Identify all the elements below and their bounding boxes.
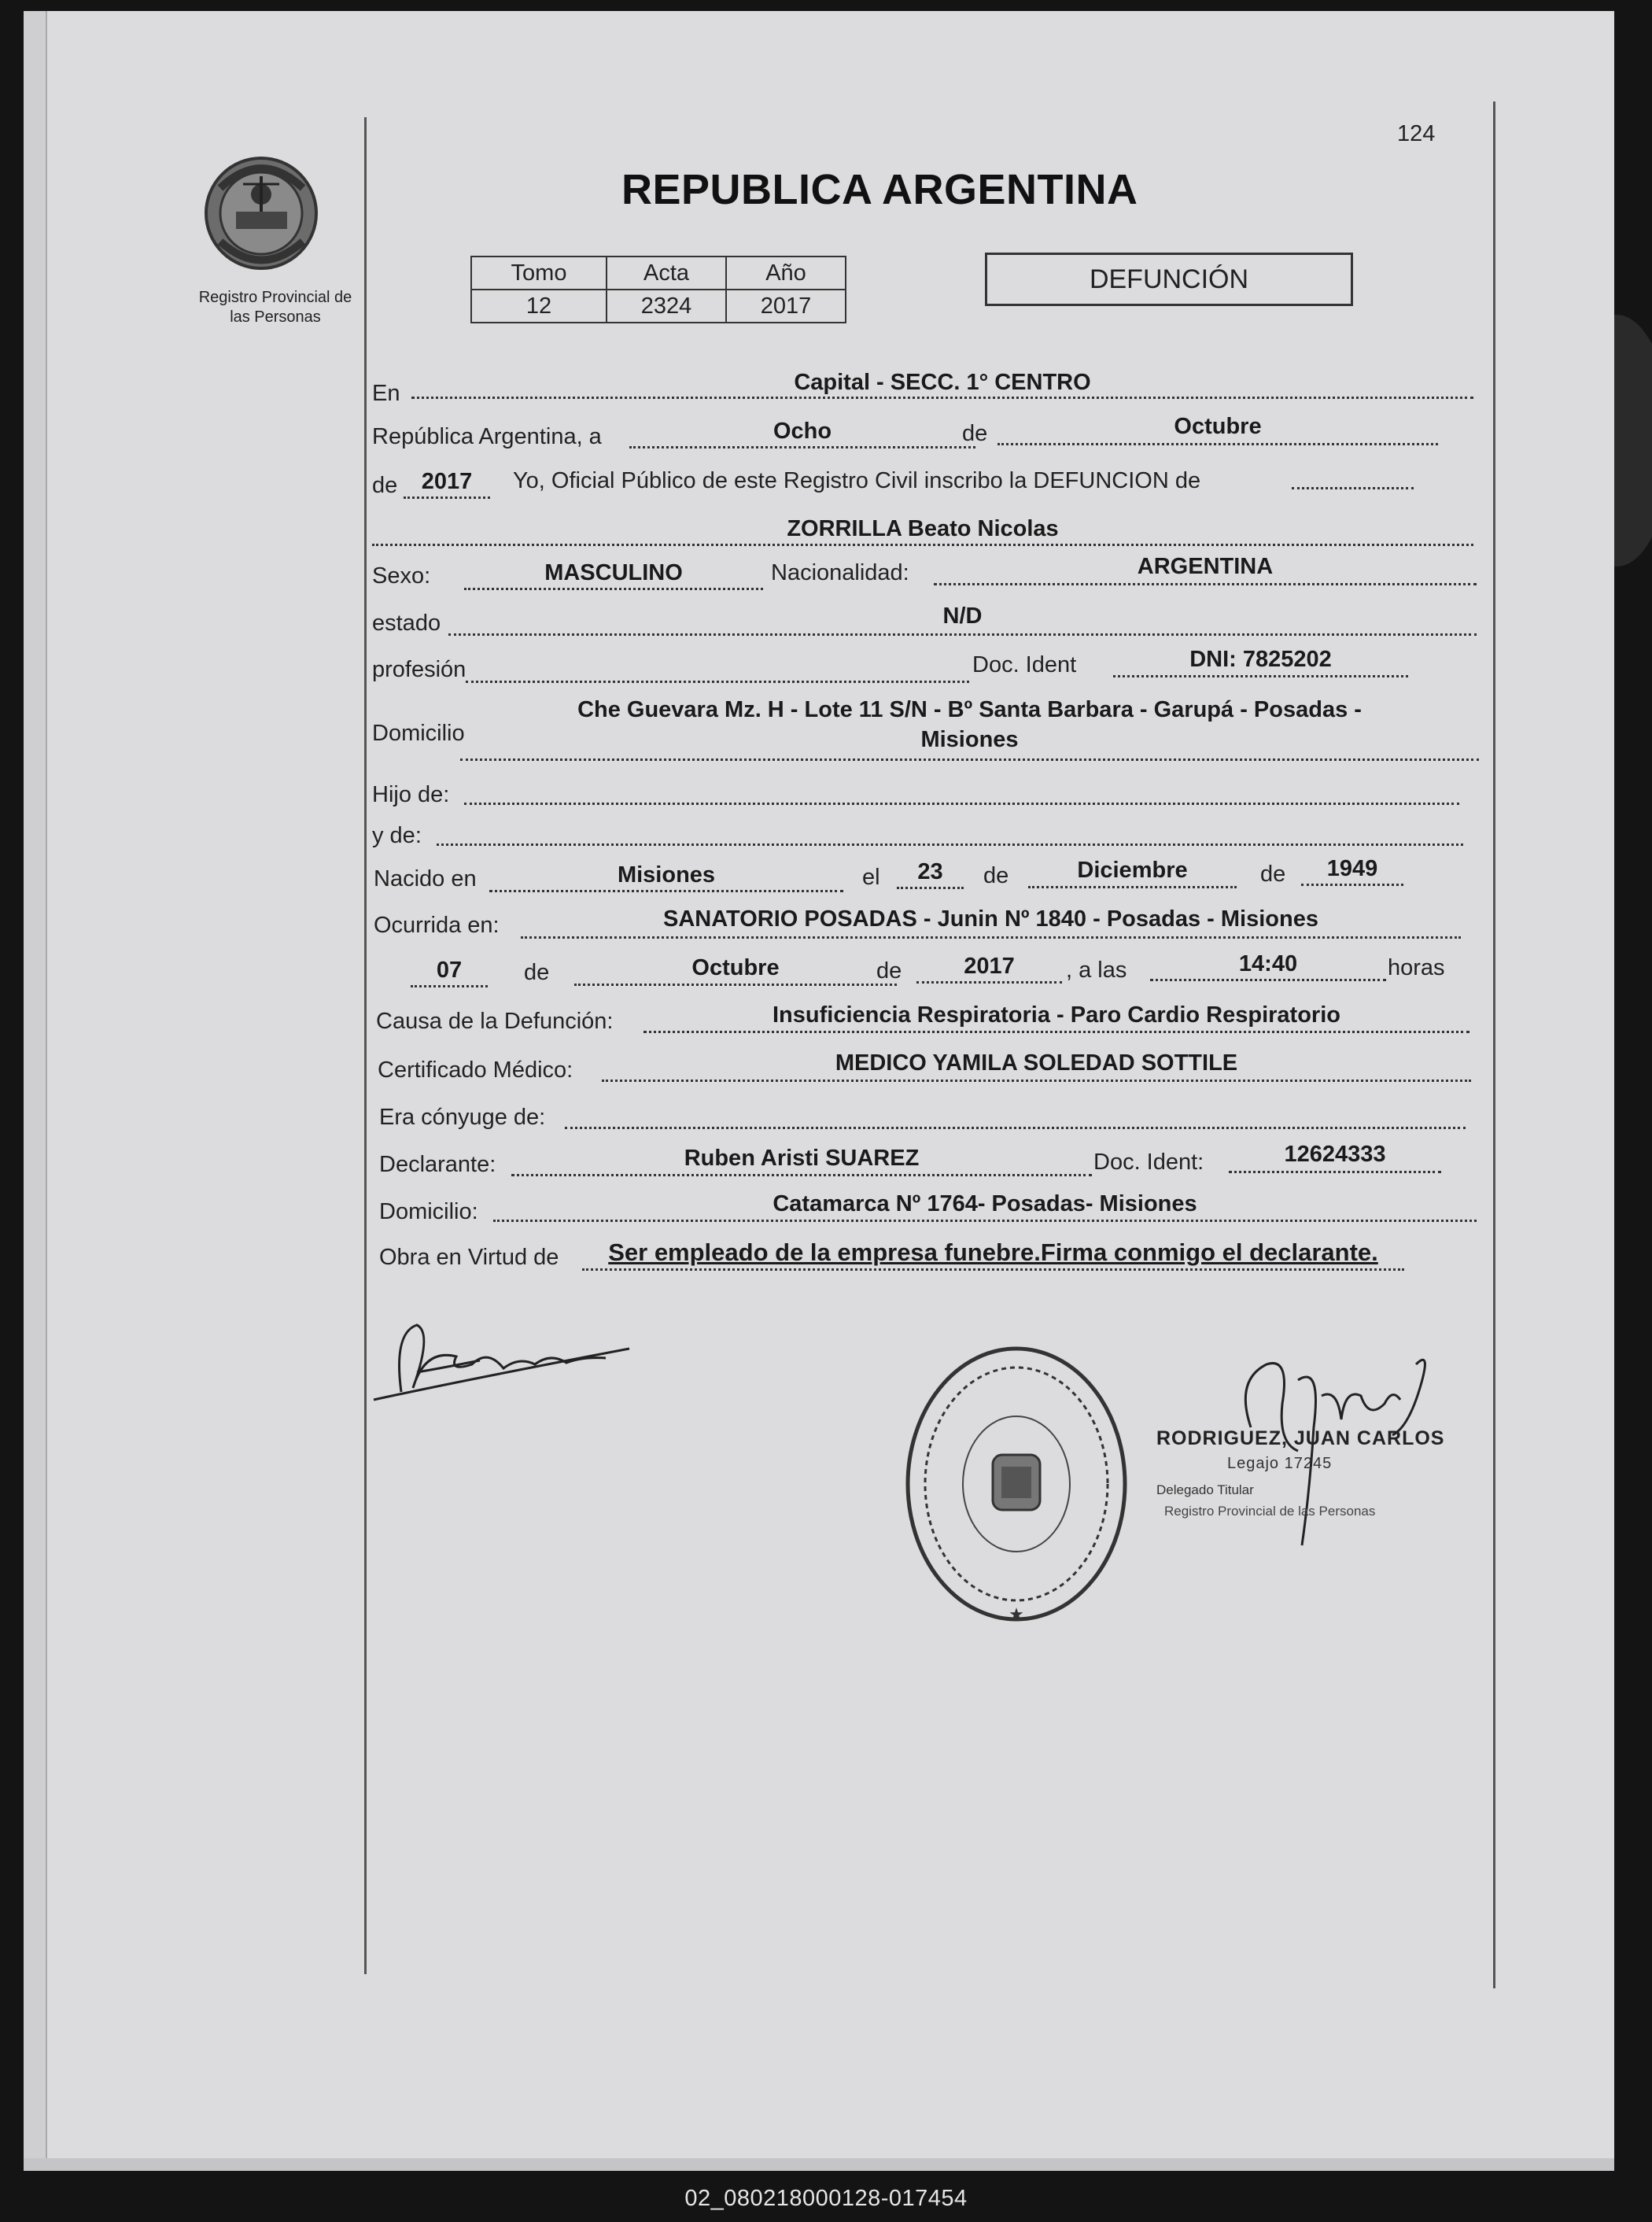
birth-year-value: 1949 <box>1326 856 1378 881</box>
page-bottom-edge <box>24 2158 1614 2171</box>
anio-header: Año <box>726 257 846 290</box>
domicilio2-line <box>493 1220 1477 1222</box>
deceased-name-line <box>372 544 1473 546</box>
conyuge-line <box>565 1127 1466 1129</box>
officer-registry: Registro Provincial de las Personas <box>1164 1504 1376 1519</box>
tomo-value: 12 <box>471 290 607 323</box>
domicilio2-label: Domicilio: <box>379 1199 478 1224</box>
republica-label: República Argentina, a <box>372 424 602 449</box>
birth-day-line <box>897 887 964 889</box>
record-type-box: DEFUNCIÓN <box>985 253 1353 306</box>
sexo-label: Sexo: <box>372 563 431 589</box>
right-margin-line <box>1493 102 1495 1988</box>
declarante-doc-label: Doc. Ident: <box>1093 1150 1204 1175</box>
declarante-doc-value: 12624333 <box>1284 1142 1386 1167</box>
document-title: REPUBLICA ARGENTINA <box>621 166 1138 213</box>
estado-line <box>448 633 1477 636</box>
obra-label: Obra en Virtud de <box>379 1245 559 1270</box>
birth-day-value: 23 <box>917 859 943 884</box>
domicilio-label: Domicilio <box>372 721 465 746</box>
birth-place-value: Misiones <box>617 862 716 888</box>
causa-label: Causa de la Defunción: <box>376 1009 614 1034</box>
year-value: 2017 <box>421 469 473 494</box>
profesion-line <box>466 681 969 683</box>
declarante-doc-line <box>1229 1171 1441 1173</box>
causa-value: Insuficiencia Respiratoria - Paro Cardio Respiratorio <box>773 1002 1340 1028</box>
domicilio-line <box>460 759 1479 761</box>
month-line <box>997 443 1438 445</box>
estado-label: estado <box>372 611 441 636</box>
en-value: Capital - SECC. 1° CENTRO <box>794 370 1091 395</box>
obra-value: Ser empleado de la empresa funebre.Firma conmigo el declarante. <box>608 1238 1378 1266</box>
death-month-value: Octubre <box>691 955 780 980</box>
record-reference-table <box>470 256 846 323</box>
death-year-line <box>916 981 1062 984</box>
officer-legajo: Legajo 17245 <box>1227 1455 1333 1472</box>
page-number: 124 <box>1397 121 1436 146</box>
declarante-line <box>511 1174 1092 1176</box>
birth-month-value: Diciembre <box>1077 858 1188 883</box>
day-value: Ocho <box>773 419 832 444</box>
certificate-page <box>24 11 1614 2171</box>
conyuge-label: Era cónyuge de: <box>379 1105 546 1130</box>
acta-header: Acta <box>607 257 726 290</box>
certificado-label: Certificado Médico: <box>378 1057 573 1083</box>
obra-line <box>582 1268 1404 1271</box>
birth-de1-label: de <box>983 863 1009 888</box>
profesion-label: profesión <box>372 657 466 682</box>
page-edge <box>24 11 47 2171</box>
province-seal-icon <box>193 141 330 282</box>
tomo-header: Tomo <box>471 257 607 290</box>
day-line <box>629 446 975 448</box>
deceased-name: ZORRILLA Beato Nicolas <box>787 516 1059 541</box>
time-value: 14:40 <box>1238 951 1298 976</box>
ocurrida-label: Ocurrida en: <box>374 913 500 938</box>
left-margin-line <box>364 117 367 1974</box>
sexo-value: MASCULINO <box>544 560 683 585</box>
nacionalidad-value: ARGENTINA <box>1137 554 1274 579</box>
official-stamp <box>901 1341 1133 1632</box>
acta-value: 2324 <box>607 290 726 323</box>
causa-line <box>643 1031 1469 1033</box>
death-de2-label: de <box>876 958 902 984</box>
doc-ident-line <box>1113 675 1408 677</box>
nacionalidad-label: Nacionalidad: <box>771 560 909 585</box>
scan-filename: 02_080218000128-017454 <box>684 2186 968 2211</box>
inscription-line <box>1292 487 1414 489</box>
anio-value: 2017 <box>726 290 846 323</box>
death-day-line <box>411 985 488 987</box>
y-de-label: y de: <box>372 823 422 848</box>
year-de-label: de <box>372 473 398 498</box>
death-year-value: 2017 <box>964 954 1015 979</box>
nacido-label: Nacido en <box>374 866 477 891</box>
birth-place-line <box>489 890 843 892</box>
birth-el-label: el <box>862 865 880 890</box>
ocurrida-line <box>521 936 1461 939</box>
doc-ident-label: Doc. Ident <box>972 652 1077 677</box>
officer-name: RODRIGUEZ, JUAN CARLOS <box>1156 1427 1445 1449</box>
time-line <box>1150 979 1386 981</box>
nacionalidad-line <box>934 583 1477 585</box>
en-line <box>411 397 1473 399</box>
hijo-de-line <box>464 803 1459 805</box>
domicilio-line2: Misiones <box>920 727 1019 752</box>
en-label: En <box>372 381 400 406</box>
inscription-text: Yo, Oficial Público de este Registro Civil inscribo la DEFUNCION de <box>513 468 1201 493</box>
declarant-signature <box>370 1301 645 1427</box>
a-las-label: , a las <box>1066 958 1127 983</box>
domicilio-line1: Che Guevara Mz. H - Lote 11 S/N - Bº Santa Barbara - Garupá - Posadas - <box>577 697 1362 722</box>
birth-month-line <box>1028 886 1237 888</box>
doc-ident-value: DNI: 7825202 <box>1189 647 1332 672</box>
birth-year-line <box>1301 884 1403 886</box>
birth-de2-label: de <box>1260 862 1286 887</box>
declarante-label: Declarante: <box>379 1152 496 1177</box>
death-de1-label: de <box>524 960 550 985</box>
domicilio2-value: Catamarca Nº 1764- Posadas- Misiones <box>773 1191 1197 1216</box>
hijo-de-label: Hijo de: <box>372 782 450 807</box>
officer-role: Delegado Titular <box>1156 1482 1254 1497</box>
republica-de-label: de <box>962 421 988 446</box>
y-de-line <box>437 843 1463 846</box>
horas-label: horas <box>1388 955 1445 980</box>
svg-text:★: ★ <box>1009 1605 1024 1625</box>
declarante-value: Ruben Aristi SUAREZ <box>684 1146 920 1171</box>
year-line <box>404 496 490 499</box>
estado-value: N/D <box>942 603 983 629</box>
death-month-line <box>574 984 897 986</box>
death-day-value: 07 <box>436 958 463 983</box>
certificado-line <box>602 1080 1471 1082</box>
ocurrida-value: SANATORIO POSADAS - Junin Nº 1840 - Posadas - Misiones <box>663 906 1318 932</box>
certificado-value: MEDICO YAMILA SOLEDAD SOTTILE <box>835 1050 1238 1076</box>
registry-caption <box>161 288 389 327</box>
registry-caption-line1: Registro Provincial de <box>198 289 352 306</box>
month-value: Octubre <box>1174 414 1262 439</box>
sexo-line <box>464 588 763 590</box>
registry-caption-line2: las Personas <box>230 308 321 326</box>
